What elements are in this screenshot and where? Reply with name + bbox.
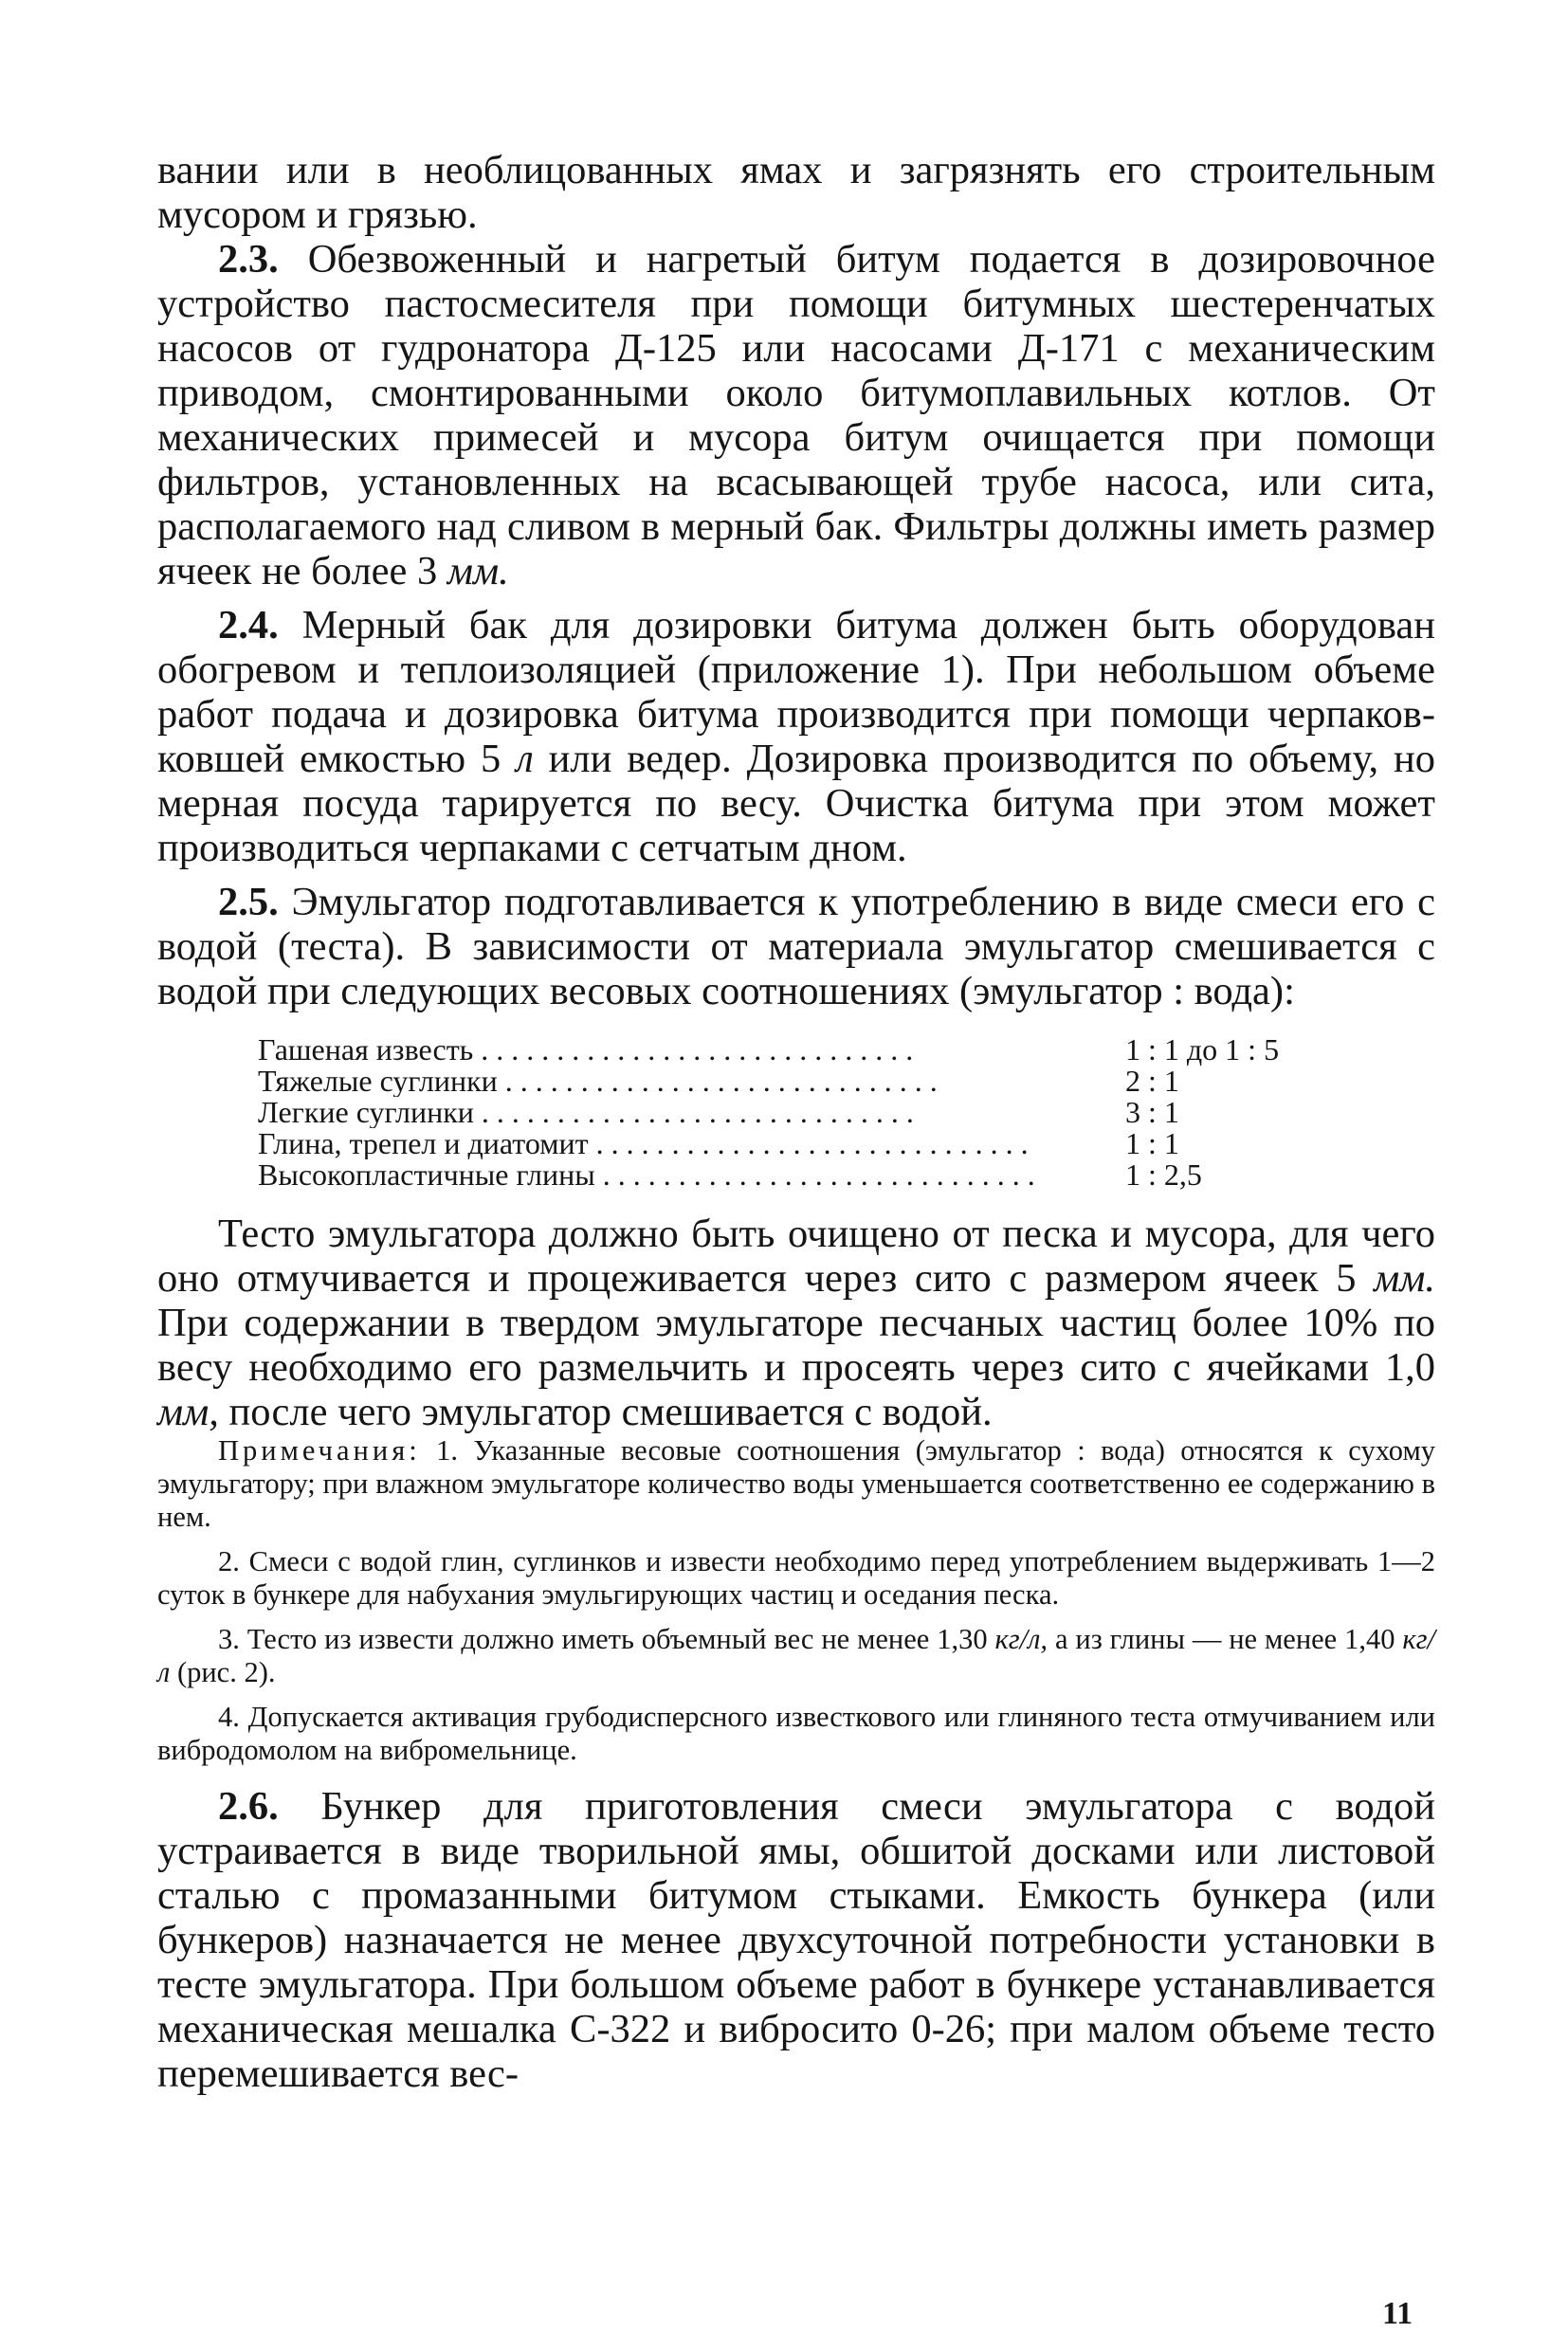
paragraph-2-5: 2.5. Эмульгатор подготавливается к употреблению в виде смеси его с водой (теста). В зависимости от материала эмульгатор смешивается с водой при следующих весовых соотношениях (эмульгатор : вода):: [157, 880, 1435, 1013]
notes-block: [157, 1434, 1435, 1767]
page-text: [157, 148, 1435, 2096]
ratio-row: [258, 1066, 1279, 1097]
paragraph-2-3: 2.3. Обезвоженный и нагретый битум подается в дозировочное устройство пастосмесителя при помощи битумных шестеренчатых насосов от гудронатора Д-125 или насосами Д-171 с механическим приводом, смонтированными около битумоплавильных котлов. От механических примесей и мусора битум очищается при помощи фильтров, установленных на всасывающей трубе насоса, или сита, располагаемого над сливом в мерный бак. Фильтры должны иметь размер ячеек не более 3 мм.: [157, 237, 1435, 593]
ratio-value: 1 : 1: [1125, 1126, 1179, 1160]
section-number: 2.6.: [218, 1784, 279, 1829]
paragraph-2-6: 2.6. Бункер для приготовления смеси эмульгатора с водой устраивается в виде творильной ямы, обшитой досками или листовой сталью с промазанными битумом стыками. Емкость бункера (или бункеров) назначается не менее двухсуточной потребности установки в тесте эмульгатора. При большом объеме работ в бункере устанавливается механическая мешалка С-322 и вибросито 0-26; при малом объеме тесто перемешивается вес-: [157, 1784, 1435, 2096]
ratio-name: Тяжелые суглинки: [258, 1066, 498, 1097]
ratio-value: 1 : 2,5: [1125, 1157, 1202, 1192]
ratio-row: [258, 1034, 1279, 1066]
dot-leader: . . . . . . . . . . . . . . . . . . . . . . . . . . . . .: [588, 1128, 1029, 1159]
ratio-value: 1 : 1 до 1 : 5: [1125, 1032, 1280, 1066]
note-2: 2. Смеси с водой глин, суглинков и извести необходимо перед употреблением выдерживать 1—2 суток в бункере для набухания эмульгирующих частиц и оседания песка.: [157, 1545, 1435, 1611]
dot-leader: . . . . . . . . . . . . . . . . . . . . . . . . . . . . .: [497, 1066, 938, 1097]
section-number: 2.5.: [218, 880, 279, 924]
ratio-name: Гашеная известь: [258, 1034, 474, 1066]
paragraph-paste: Тесто эмульгатора должно быть очищено от песка и мусора, для чего оно отмучивается и процеживается через сито с размером ячеек 5 мм. При содержании в твердом эмульгаторе песчаных частиц более 10% по весу необходимо его размельчить и просеять через сито с ячейками 1,0 мм, после чего эмульгатор смешивается с водой.: [157, 1212, 1436, 1434]
note-3: 3. Тесто из извести должно иметь объемный вес не менее 1,30 кг/л, а из глины — не менее 1,40 кг/л (рис. 2).: [157, 1623, 1436, 1688]
note-1: Примечания: 1. Указанные весовые соотношения (эмульгатор : вода) относятся к сухому эмульгатору; при влажном эмульгаторе количество воды уменьшается соответственно ее содержанию в нем.: [157, 1434, 1435, 1533]
section-number: 2.4.: [218, 603, 279, 647]
notes-label: Примечания:: [218, 1434, 421, 1467]
ratio-table: [258, 1034, 1279, 1191]
ratio-value: 2 : 1: [1125, 1064, 1179, 1098]
note-4: 4. Допускается активация грубодисперсного известкового или глиняного теста отмучиванием или вибродомолом на вибромельнице.: [157, 1701, 1435, 1766]
dot-leader: . . . . . . . . . . . . . . . . . . . . . . . . . . . . .: [473, 1034, 914, 1066]
ratio-name: Глина, трепел и диатомит: [258, 1128, 589, 1159]
paragraph-2-4: 2.4. Мерный бак для дозировки битума должен быть оборудован обогревом и теплоизоляцией (приложение 1). При небольшом объеме работ подача и дозировка битума производится при помощи черпаков-ковшей емкостью 5 л или ведер. Дозировка производится по объему, но мерная посуда тарируется по весу. Очистка битума при этом может производиться черпаками с сетчатым дном.: [157, 603, 1436, 870]
section-number: 2.3.: [218, 237, 279, 282]
ratio-name: Легкие суглинки: [258, 1097, 474, 1128]
ratio-row: [258, 1128, 1279, 1159]
page-number: 11: [1382, 2296, 1413, 2331]
dot-leader: . . . . . . . . . . . . . . . . . . . . . . . . . . . . .: [594, 1159, 1035, 1191]
ratio-row: [258, 1097, 1279, 1128]
ratio-name: Высокопластичные глины: [258, 1159, 595, 1191]
ratio-row: [258, 1159, 1279, 1191]
dot-leader: . . . . . . . . . . . . . . . . . . . . . . . . . . . . .: [473, 1097, 914, 1128]
paragraph-continuation: вании или в необлицованных ямах и загрязнять его строительным мусором и грязью.: [157, 148, 1435, 237]
ratio-value: 3 : 1: [1125, 1095, 1179, 1129]
